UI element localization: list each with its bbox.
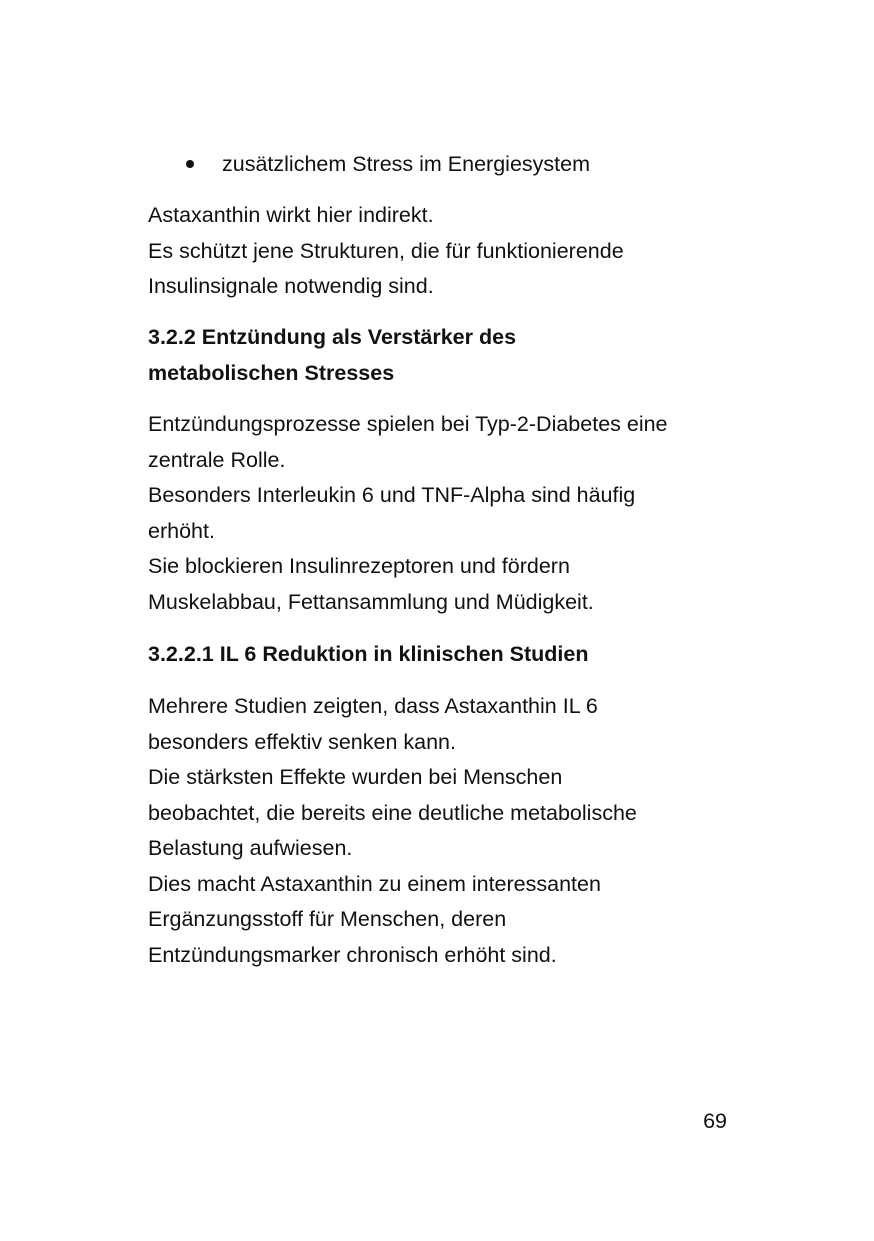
text-line: Die stärksten Effekte wurden bei Menschen [148, 765, 563, 789]
text-line: Belastung aufwiesen. [148, 836, 353, 860]
text-line: Dies macht Astaxanthin zu einem interessanten [148, 871, 601, 896]
bullet-dot-icon [186, 160, 194, 168]
heading-line: metabolischen Stresses [148, 360, 395, 385]
intro-paragraph [148, 198, 748, 305]
bullet-list-item [186, 148, 590, 180]
text-line: Entzündungsmarker chronisch erhöht sind. [148, 942, 557, 967]
text-line: beobachtet, die bereits eine deutliche metabolische [148, 800, 637, 825]
text-line: Astaxanthin wirkt hier indirekt. [148, 203, 434, 227]
text-line: besonders effektiv senken kann. [148, 729, 456, 754]
heading-line: 3.2.2.1 IL 6 Reduktion in klinischen Studien [148, 642, 589, 666]
subsection-paragraph [148, 689, 748, 973]
subsection-heading [148, 637, 748, 673]
page-number: 69 [703, 1109, 727, 1133]
section-paragraph [148, 407, 748, 620]
text-line: Entzündungsprozesse spielen bei Typ-2-Diabetes eine [148, 412, 668, 436]
text-line: Sie blockieren Insulinrezeptoren und fördern [148, 554, 570, 578]
text-line: Mehrere Studien zeigten, dass Astaxanthin IL 6 [148, 694, 598, 718]
text-line: zentrale Rolle. [148, 447, 286, 472]
heading-line: 3.2.2 Entzündung als Verstärker des [148, 325, 517, 349]
text-line: Insulinsignale notwendig sind. [148, 274, 434, 298]
text-line: Muskelabbau, Fettansammlung und Müdigkeit. [148, 589, 594, 614]
text-line: Es schützt jene Strukturen, die für funktionierende [148, 238, 624, 263]
text-line: erhöht. [148, 518, 215, 543]
text-line: Besonders Interleukin 6 und TNF-Alpha sind häufig [148, 483, 636, 507]
text-line: Ergänzungsstoff für Menschen, deren [148, 907, 507, 931]
section-heading [148, 320, 748, 391]
bullet-text: zusätzlichem Stress im Energiesystem [222, 152, 590, 176]
